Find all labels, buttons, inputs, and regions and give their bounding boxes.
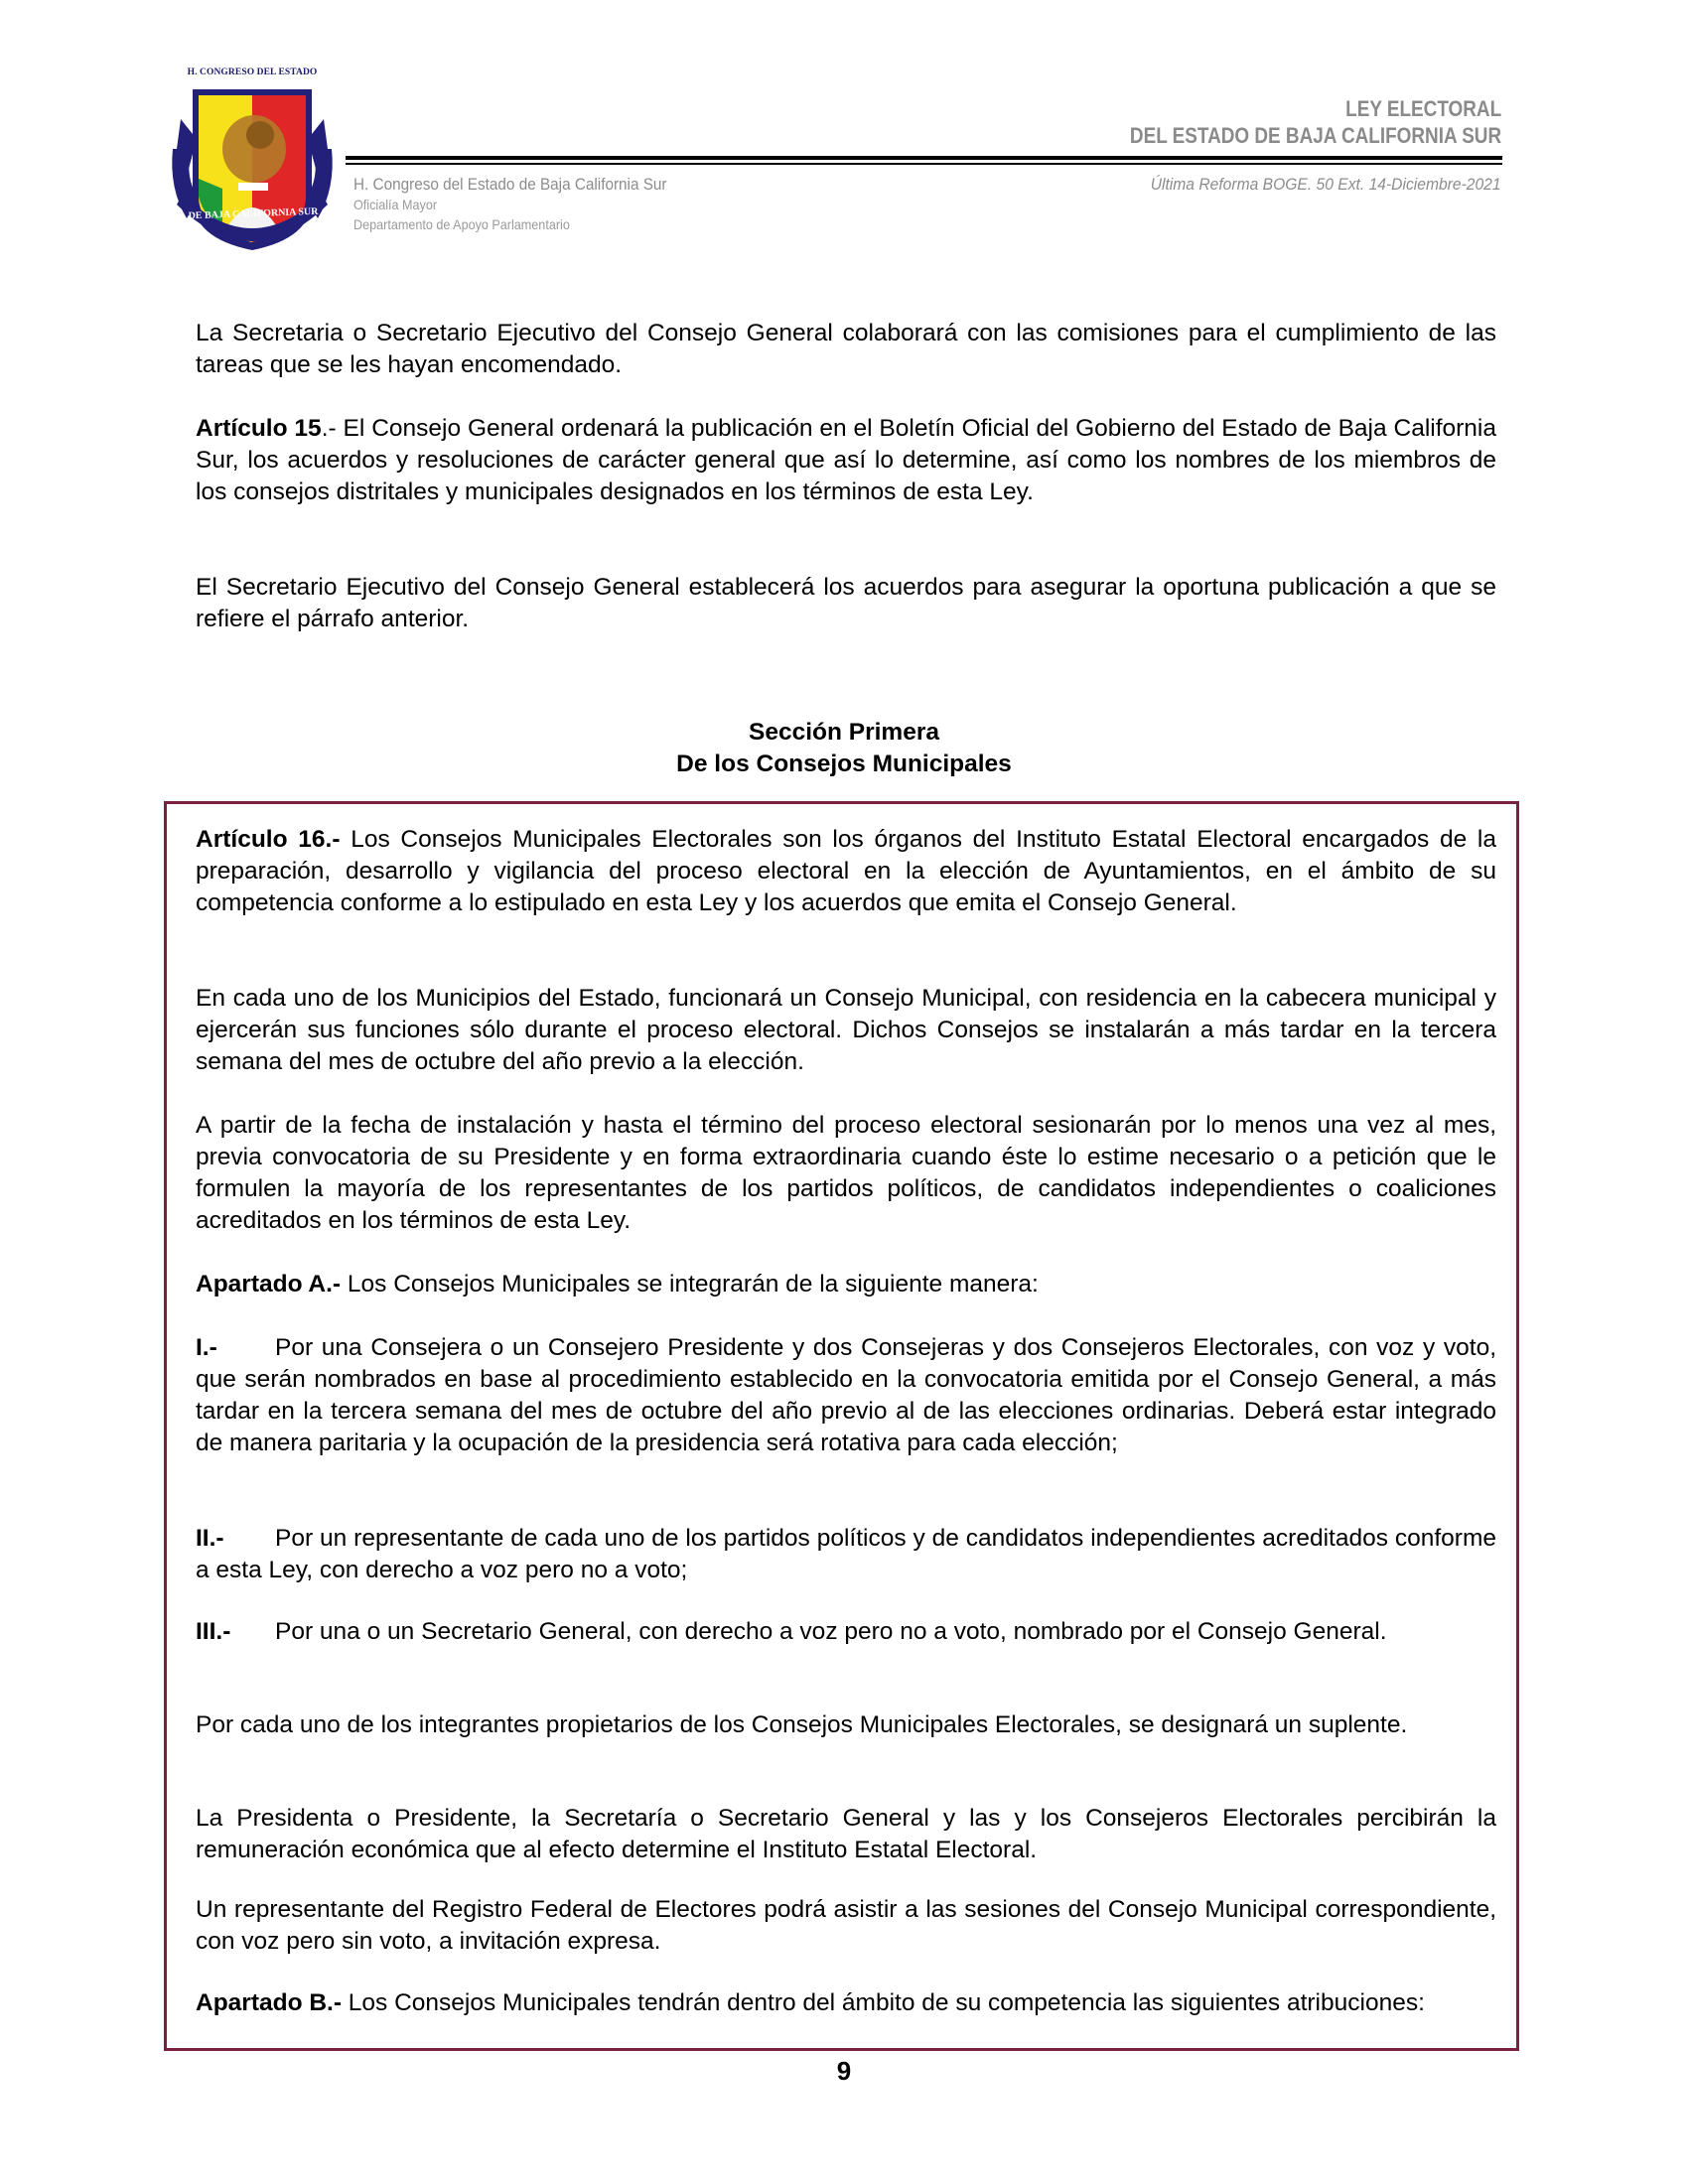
header-rule-thick — [346, 156, 1502, 160]
fraction-iii — [196, 1616, 1496, 1648]
article-16-paragraph-3: A partir de la fecha de instalación y hasta el término del proceso electoral sesionarán por lo menos una vez al mes, previa convocatoria de su Presidente y en forma extraordinaria cuando éste lo estime necesario o a petición que le formulen la mayoría de los representantes de los partidos políticos, de candidatos independientes o coaliciones acreditados en los términos de esta Ley. — [196, 1112, 1496, 1234]
fraction-iii-numeral: III.- — [196, 1618, 231, 1645]
paragraph-registro: Un representante del Registro Federal de Electores podrá asistir a las sesiones del Consejo Municipal correspondiente, con voz pero sin voto, a invitación expresa. — [196, 1896, 1496, 1955]
intro-paragraph: La Secretaria o Secretario Ejecutivo del Consejo General colaborará con las comisiones para el cumplimiento de las tareas que se les hayan encomendado. — [196, 320, 1496, 378]
apartado-b-label: Apartado B.- — [196, 1989, 342, 2016]
congress-logo — [167, 68, 338, 256]
office-name: Oficialía Mayor — [353, 197, 438, 212]
fraction-i-text: Por una Consejera o un Consejero Presidente y dos Consejeras y dos Consejeros Electorales, con voz y voto, que serán nombrados en base al procedimiento establecido en la convocatoria emitida por el Consejo General, a más tardar en la tercera semana del mes de octubre del año previo al de las elecciones ordinarias. Deberá estar integrado de manera paritaria y la ocupación de la presidencia será rotativa para cada elección; — [196, 1334, 1496, 1456]
fraction-i-numeral: I.- — [196, 1334, 217, 1361]
last-reform-note: Última Reforma BOGE. 50 Ext. 14-Diciembre-2021 — [1151, 175, 1501, 194]
page-number: 9 — [836, 2056, 852, 2086]
article-15 — [196, 413, 1496, 508]
department-name: Departamento de Apoyo Parlamentario — [353, 216, 570, 232]
article-15-label: Artículo 15 — [196, 415, 322, 442]
apartado-a — [196, 1269, 1496, 1300]
institution-name: H. Congreso del Estado de Baja California Sur — [353, 175, 667, 194]
fraction-ii — [196, 1523, 1496, 1586]
fraction-ii-text: Por un representante de cada uno de los partidos políticos y de candidatos independientes acreditados conforme a esta Ley, con derecho a voz pero no a voto; — [196, 1525, 1496, 1583]
logo-caption-bottom: DE BAJA CALIFORNIA SUR — [188, 205, 319, 222]
article-15-paragraph-2: El Secretario Ejecutivo del Consejo General establecerá los acuerdos para asegurar la oportuna publicación a que se refiere el párrafo anterior. — [196, 574, 1496, 632]
section-heading — [0, 717, 1688, 780]
fraction-iii-text: Por una o un Secretario General, con derecho a voz pero no a voto, nombrado por el Consejo General. — [275, 1618, 1387, 1645]
section-title: Sección Primera — [748, 719, 940, 746]
article-16-text: Los Consejos Municipales Electorales son los órganos del Instituto Estatal Electoral encargados de la preparación, desarrollo y vigilancia del proceso electoral en la elección de Ayuntamientos, en el ámbito de su competencia conforme a lo estipulado en esta Ley y los acuerdos que emita el Consejo General. — [196, 826, 1496, 916]
header-rule-thin — [346, 163, 1502, 165]
apartado-b-text: Los Consejos Municipales tendrán dentro del ámbito de su competencia las siguientes atribuciones: — [342, 1989, 1425, 2016]
logo-caption-top: H. CONGRESO DEL ESTADO — [187, 68, 318, 77]
header-institution-block — [353, 174, 667, 234]
section-subtitle: De los Consejos Municipales — [676, 751, 1012, 777]
apartado-a-label: Apartado A.- — [196, 1271, 342, 1297]
fraction-ii-numeral: II.- — [196, 1525, 224, 1552]
document-title-line2: DEL ESTADO DE BAJA CALIFORNIA SUR — [1129, 123, 1501, 148]
paragraph-suplente: Por cada uno de los integrantes propietarios de los Consejos Municipales Electorales, se designará un suplente. — [196, 1711, 1408, 1738]
apartado-a-text: Los Consejos Municipales se integrarán de la siguiente manera: — [341, 1271, 1039, 1297]
fraction-i — [196, 1332, 1496, 1459]
article-16 — [196, 824, 1496, 919]
document-title-line1: LEY ELECTORAL — [1345, 96, 1501, 121]
article-16-label: Artículo 16.- — [196, 826, 341, 853]
apartado-b — [196, 1987, 1496, 2019]
article-16-paragraph-2: En cada uno de los Municipios del Estado, funcionará un Consejo Municipal, con residencia en la cabecera municipal y ejercerán sus funciones sólo durante el proceso electoral. Dichos Consejos se instalarán a más tardar en la tercera semana del mes de octubre del año previo a la elección. — [196, 985, 1496, 1075]
article-15-text: .- El Consejo General ordenará la publicación en el Boletín Oficial del Gobierno del Estado de Baja California Sur, los acuerdos y resoluciones de carácter general que así lo determine, así como los nombres de los miembros de los consejos distritales y municipales designados en los términos de esta Ley. — [196, 415, 1496, 505]
coat-of-arms-icon — [167, 79, 338, 256]
paragraph-remuneracion: La Presidenta o Presidente, la Secretaría o Secretario General y las y los Consejeros Electorales percibirán la remuneración económica que al efecto determine el Instituto Estatal Electoral. — [196, 1805, 1496, 1863]
document-title — [1130, 95, 1501, 149]
